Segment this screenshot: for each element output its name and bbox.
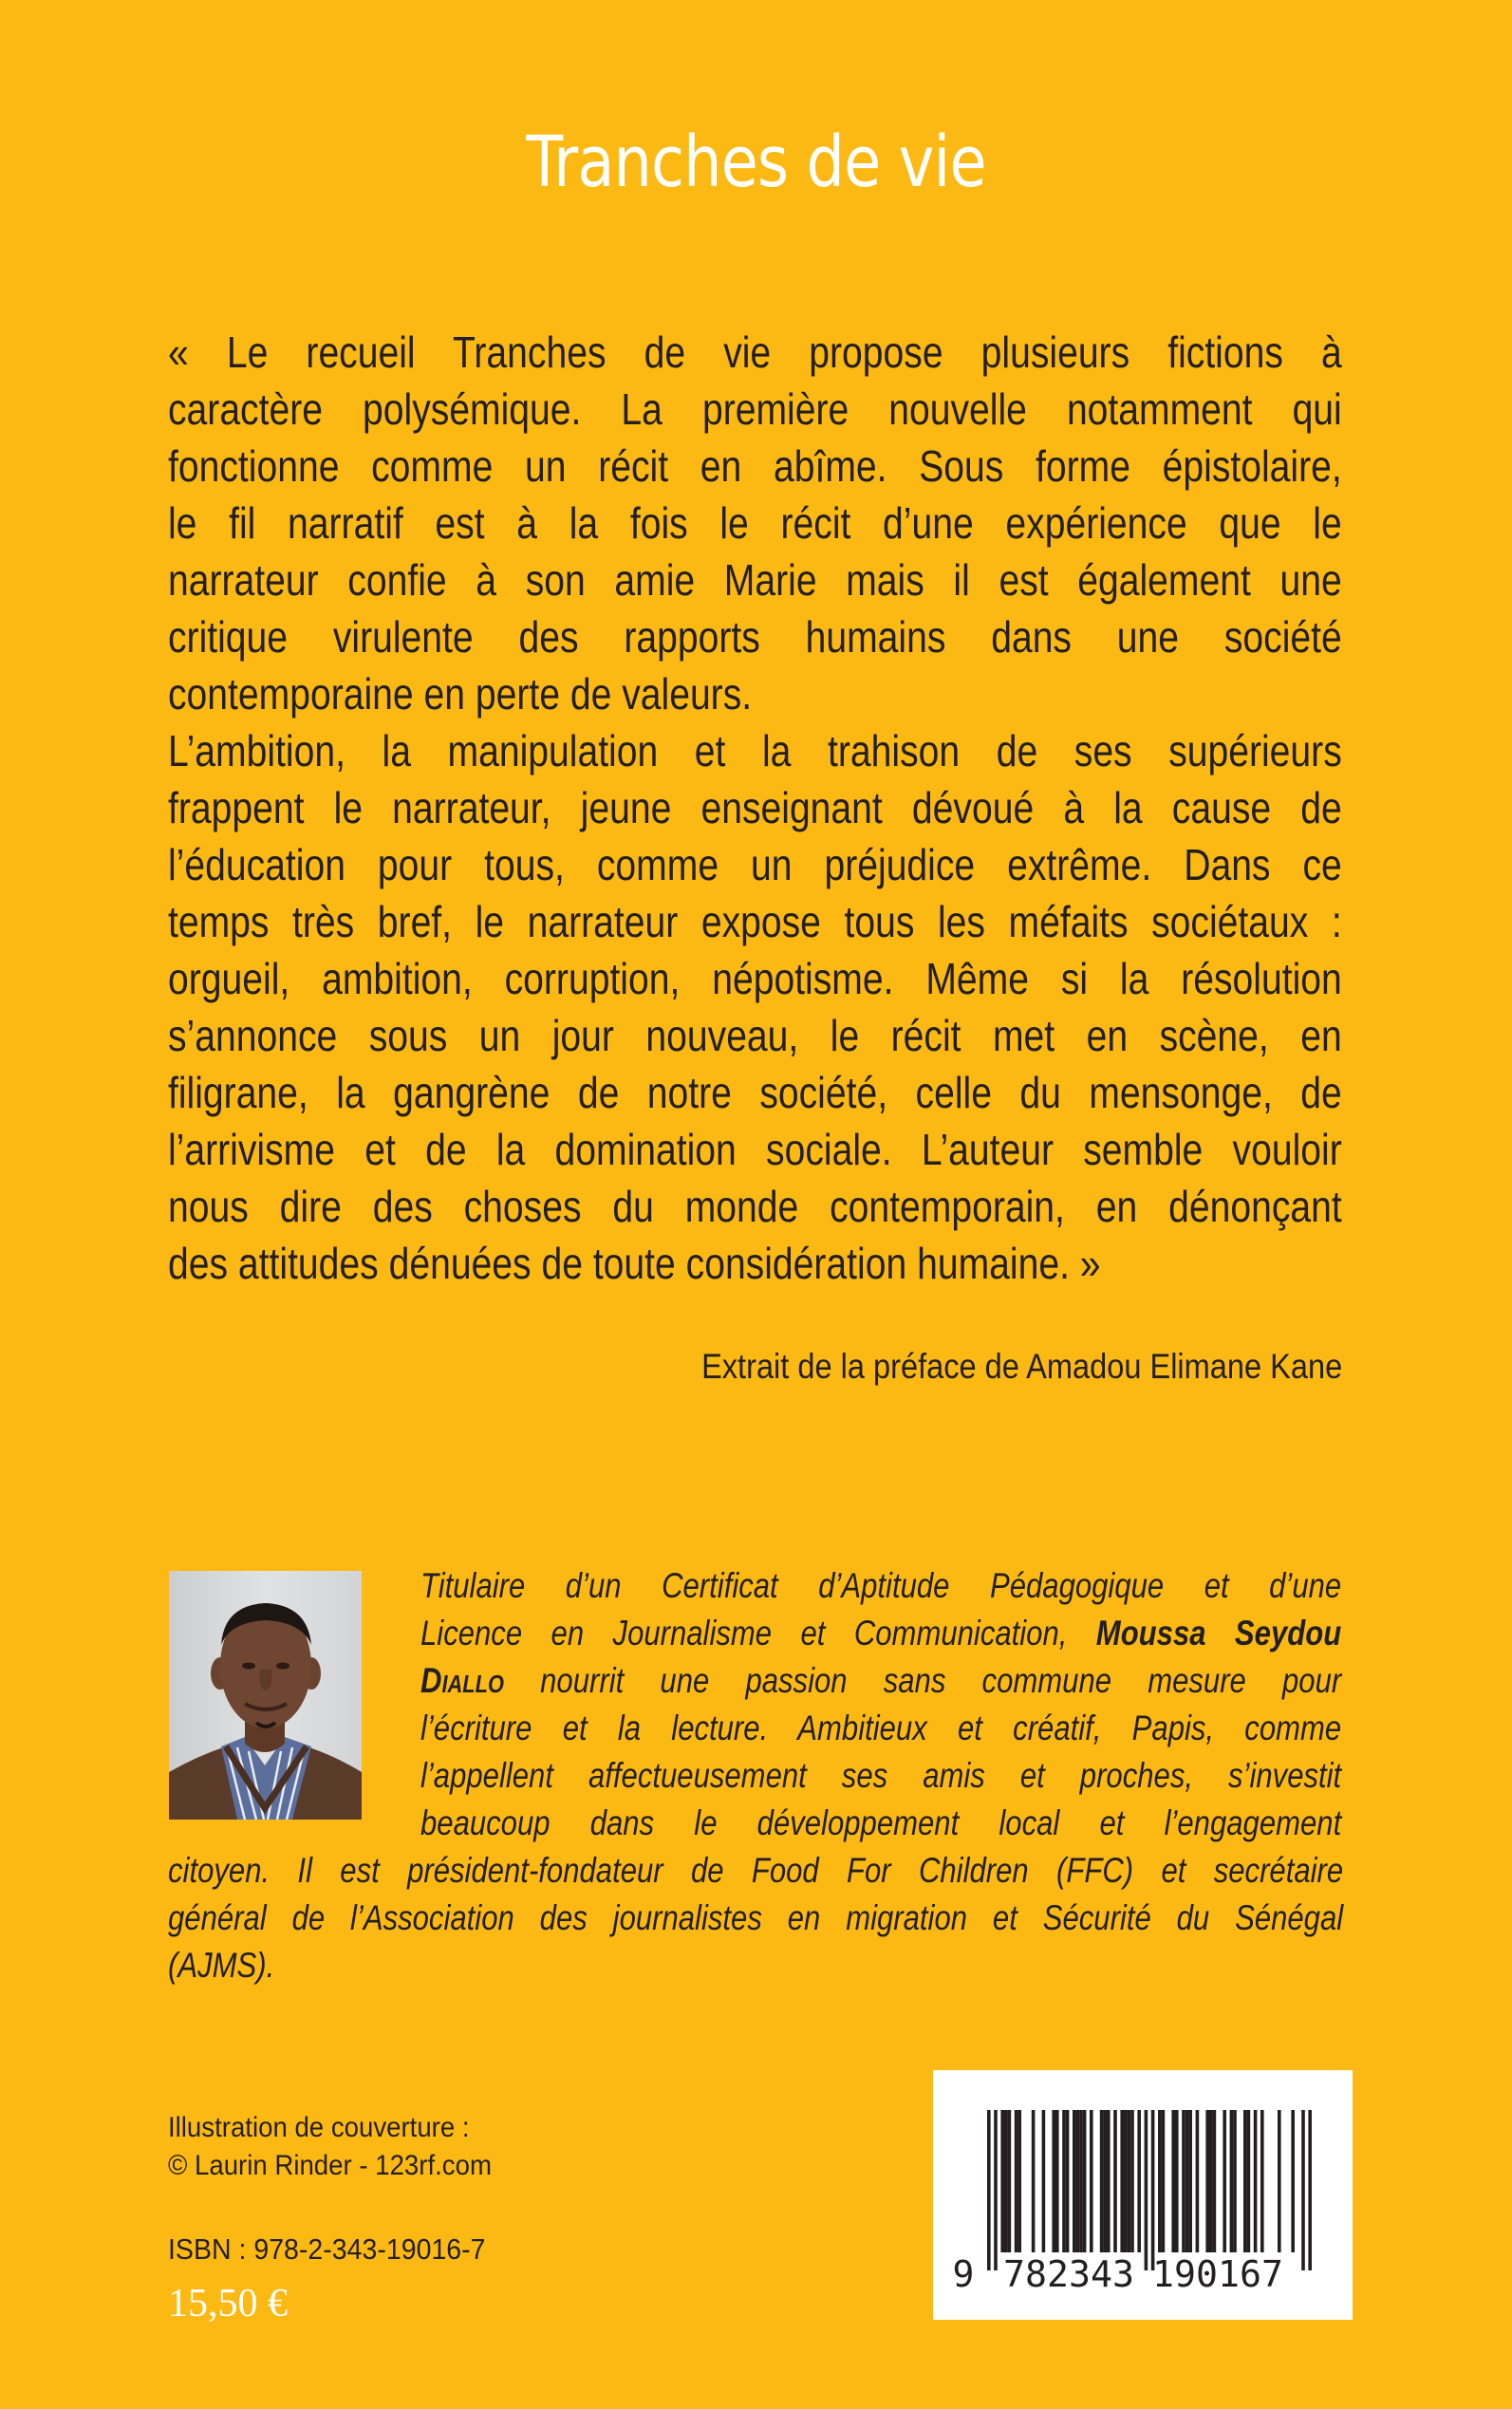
bio-line-text: beaucoup dans le développement local et l’engagement [420,1803,1342,1842]
quote-line [168,893,1342,950]
svg-text:9: 9 [952,2253,975,2295]
isbn-barcode [933,2070,1353,2320]
quote-line-text: filigrane, la gangrène de notre société, celle du mensonge, de [168,1068,1342,1117]
quote-line-text: le fil narratif est à la fois le récit d’une expérience que le [168,498,1342,548]
bio-line-text: Titulaire d’un Certificat d’Aptitude Pédagogique et d’une [420,1566,1342,1605]
quote-line [168,1064,1342,1121]
quote-line [168,836,1342,893]
price: 15,50 € [168,2282,288,2325]
quote-line-text: orgueil, ambition, corruption, népotisme. Même si la résolution [168,954,1342,1003]
quote-line [168,779,1342,836]
quote-line [168,551,1342,608]
author-photo [169,1571,362,1820]
quote-line [168,1121,1342,1178]
quote-line [168,1007,1342,1064]
quote-line [168,1235,1342,1292]
quote-line-text: des attitudes dénuées de toute considération humaine. » [168,1239,1101,1288]
preface-attribution: Extrait de la préface de Amadou Elimane Kane [700,1347,1342,1386]
bio-line [168,1942,1343,1989]
svg-text:190167: 190167 [1152,2253,1283,2295]
bio-line [420,1657,1341,1705]
svg-text:782343: 782343 [1003,2253,1134,2295]
quote-line-text: L’ambition, la manipulation et la trahison de ses supérieurs [168,726,1342,775]
quote-line [168,324,1342,381]
cover-illustration-label: Illustration de couverture : [168,2112,470,2143]
quote-line-text: frappent le narrateur, jeune enseignant dévoué à la cause de [168,783,1342,832]
quote-line-text: l’arrivisme et de la domination sociale. L’auteur semble vouloir [168,1125,1342,1174]
quote-line-text: l’éducation pour tous, comme un préjudice extrême. Dans ce [168,840,1342,889]
quote-line-text: « Le recueil Tranches de vie propose plusieurs fictions à [168,327,1342,377]
bio-line [420,1800,1341,1847]
author-name-last: Diallo [420,1661,504,1700]
quote-line-text: contemporaine en perte de valeurs. [168,669,753,719]
quote-line-text: nous dire des choses du monde contemporain, en dénonçant [168,1182,1342,1231]
bio-line-text: citoyen. Il est président-fondateur de Food For Children (FFC) et secrétaire [168,1851,1344,1890]
quote-line-text: temps très bref, le narrateur expose tous les méfaits sociétaux : [168,897,1342,946]
quote-line [168,1178,1342,1235]
bio-line [420,1752,1341,1800]
bio-line-text: l’appellent affectueusement ses amis et proches, s’investit [420,1756,1342,1795]
bio-line-text: (AJMS). [168,1946,275,1985]
quote-line [168,495,1342,551]
bio-line [168,1847,1343,1895]
bio-text: Licence en Journalisme et Communication, [420,1614,1068,1653]
bio-line [420,1610,1341,1657]
bio-line-text [420,1610,1341,1657]
quote-line [168,722,1342,779]
isbn: ISBN : 978-2-343-19016-7 [168,2232,486,2266]
quote-line-text: narrateur confie à son amie Marie mais il est également une [168,555,1342,605]
bio-line [420,1562,1341,1610]
author-name-first: Moussa Seydou [1095,1614,1342,1653]
bio-line [168,1895,1343,1942]
quote-line [168,665,1342,722]
book-title [0,120,1512,205]
portrait-illustration [169,1571,362,1820]
quote-line-text: caractère polysémique. La première nouvelle notamment qui [168,384,1342,434]
quote-line [168,438,1342,495]
bio-line-text: l’écriture et la lecture. Ambitieux et créatif, Papis, comme [420,1709,1342,1747]
barcode-icon [933,2070,1353,2320]
book-title-text: Tranches de vie [526,121,986,203]
bio-line [420,1705,1341,1752]
bio-line-text: général de l’Association des journalistes en migration et Sécurité du Sénégal [168,1898,1344,1937]
quote-line-text: fonctionne comme un récit en abîme. Sous forme épistolaire, [168,441,1342,491]
bio-line-text [420,1657,1341,1705]
cover-illustration-credit: © Laurin Rinder - 123rf.com [168,2150,492,2181]
quote-line [168,950,1342,1007]
bio-text: nourrit une passion sans commune mesure pour [540,1661,1342,1700]
quote-line-text: critique virulente des rapports humains dans une société [168,612,1342,662]
quote-line [168,381,1342,438]
quote-line [168,608,1342,665]
quote-line-text: s’annonce sous un jour nouveau, le récit met en scène, en [168,1011,1342,1060]
barcode-digits [953,2253,1283,2295]
